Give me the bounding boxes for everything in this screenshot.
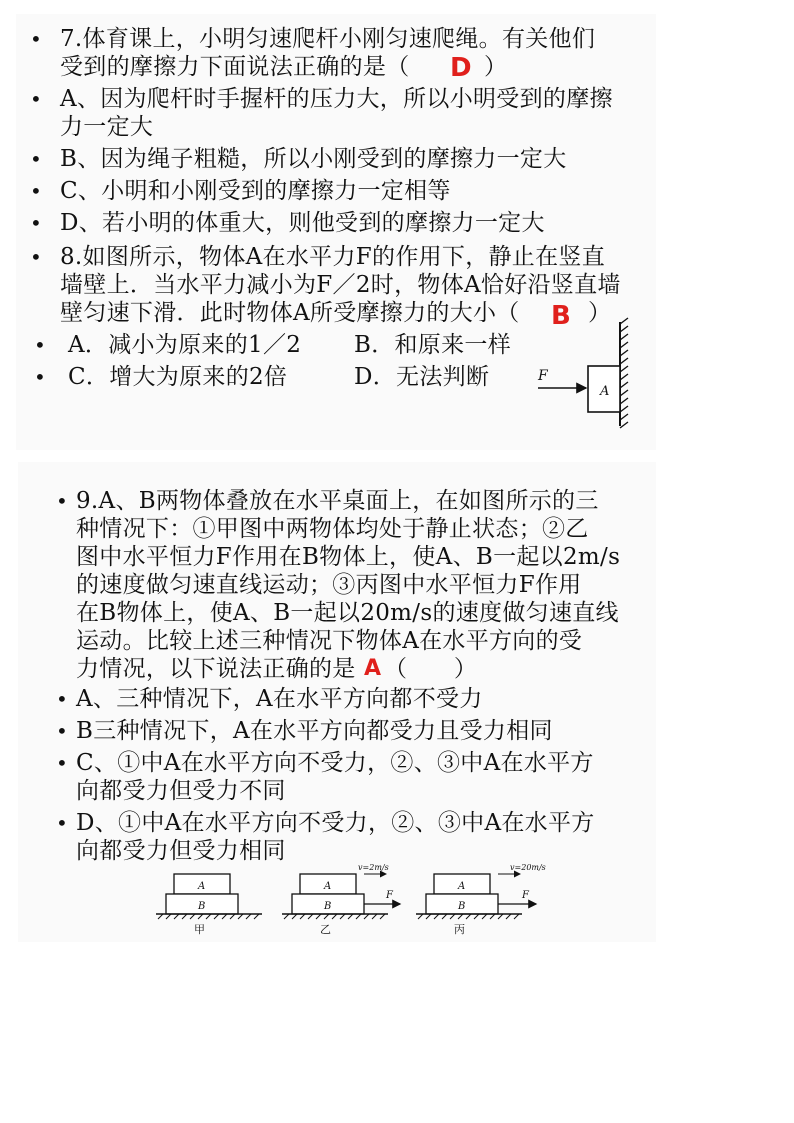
force-label: F (386, 890, 393, 901)
force-label: F (538, 368, 548, 384)
q9-stem-line4: 的速度做匀速直线运动；③丙图中水平恒力F作用 (76, 572, 582, 598)
q9-stem-line3: 图中水平恒力F作用在B物体上，使A、B一起以2m/s (76, 544, 621, 570)
q7-answer: D (450, 53, 472, 83)
q8-option-b: B．和原来一样 (354, 332, 512, 358)
bullet: • (30, 87, 42, 111)
block-b-label: B (324, 901, 332, 912)
q7-stem-line2: 受到的摩擦力下面说法正确的是（ (60, 54, 410, 80)
velocity-label: v=20m/s (510, 863, 546, 872)
q9-stem-line6: 运动。比较上述三种情况下物体A在水平方向的受 (76, 628, 583, 654)
wall-hatching (620, 318, 628, 428)
q8-option-c: C．增大为原来的2倍 (68, 364, 288, 390)
slide-q9 (18, 462, 656, 942)
bullet: • (56, 489, 68, 513)
block-b-label: B (458, 901, 466, 912)
figure-jia (156, 874, 262, 936)
q8-stem-close: ） (588, 300, 612, 326)
q9-option-c-line2: 向都受力但受力不同 (76, 778, 286, 804)
q7-option-a-line1: A、因为爬杆时手握杆的压力大，所以小明受到的摩擦 (60, 86, 613, 112)
caption-yi: 乙 (320, 923, 331, 936)
q7-option-a-line2: 力一定大 (60, 114, 154, 140)
q9-option-a: A、三种情况下，A在水平方向都不受力 (76, 686, 483, 712)
q9-option-d-line2: 向都受力但受力相同 (76, 838, 286, 864)
block-a-label: A (198, 881, 206, 892)
q9-stem-line1: 9.A、B两物体叠放在水平桌面上，在如图所示的三 (76, 488, 599, 514)
caption-bing: 丙 (454, 923, 465, 936)
q9-stem-blank: （ ） (384, 656, 478, 682)
q7-stem-close: ） (484, 54, 508, 80)
q9-option-d-line1: D、①中A在水平方向不受力，②、③中A在水平方 (76, 810, 595, 836)
block-a-label: A (324, 881, 332, 892)
q9-stem-line7: 力情况，以下说法正确的是 (76, 656, 356, 682)
bullet: • (30, 179, 42, 203)
q8-option-d: D．无法判断 (354, 364, 490, 390)
q8-stem-line2: 墙壁上．当水平力减小为F／2时，物体A恰好沿竖直墙 (60, 272, 621, 298)
bullet: • (30, 147, 42, 171)
q7-option-b: B、因为绳子粗糙，所以小刚受到的摩擦力一定大 (60, 146, 567, 172)
q7-option-c: C、小明和小刚受到的摩擦力一定相等 (60, 178, 451, 204)
slide-q7-q8 (16, 14, 656, 450)
bullet: • (30, 211, 42, 235)
q8-option-a: A．减小为原来的1／2 (68, 332, 302, 358)
q9-stem-line2: 种情况下：①甲图中两物体均处于静止状态；②乙 (76, 516, 589, 542)
q9-option-c-line1: C、①中A在水平方向不受力，②、③中A在水平方 (76, 750, 594, 776)
block-b-label: B (198, 901, 206, 912)
q7-option-d: D、若小明的体重大，则他受到的摩擦力一定大 (60, 210, 545, 236)
caption-jia: 甲 (194, 923, 205, 936)
q8-wall-figure (516, 314, 641, 434)
force-label: F (522, 890, 529, 901)
q8-answer: B (551, 301, 571, 331)
q9-stem-line5: 在B物体上，使A、B一起以20m/s的速度做匀速直线 (76, 600, 619, 626)
figure-bing (416, 863, 546, 936)
q8-stem-line3: 壁匀速下滑．此时物体A所受摩擦力的大小（ (60, 300, 520, 326)
q9-figures (154, 862, 574, 938)
q7-stem-line1: 7.体育课上，小明匀速爬杆小刚匀速爬绳。有关他们 (60, 26, 596, 52)
q9-option-b: B三种情况下，A在水平方向都受力且受力相同 (76, 718, 553, 744)
bullet: • (34, 333, 46, 357)
velocity-label: v=2m/s (358, 863, 389, 872)
bullet: • (34, 365, 46, 389)
figure-yi (282, 863, 400, 936)
bullet: • (56, 687, 68, 711)
bullet: • (30, 245, 42, 269)
q8-stem-line1: 8.如图所示，物体A在水平力F的作用下，静止在竖直 (60, 244, 606, 270)
bullet: • (56, 811, 68, 835)
bullet: • (56, 751, 68, 775)
block-a-label: A (458, 881, 466, 892)
block-a-label: A (600, 384, 610, 399)
bullet: • (56, 719, 68, 743)
bullet: • (30, 27, 42, 51)
q9-answer: A (364, 656, 382, 681)
